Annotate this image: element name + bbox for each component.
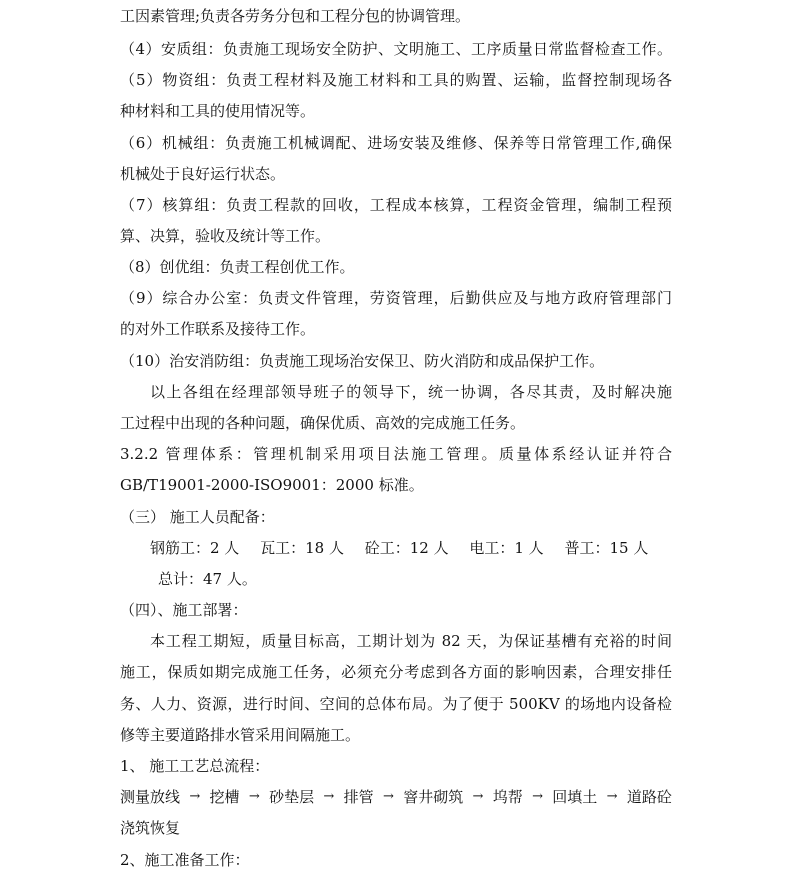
paragraph-line: 务、人力、资源，进行时间、空间的总体布局。为了便于 500KV 的场地内设备检: [120, 695, 672, 713]
flow-step: 回填土: [552, 788, 598, 806]
paragraph-line: （4）安质组：负责施工现场安全防护、文明施工、工序质量日常监督检查工作。: [120, 40, 672, 58]
paragraph-line: （8）创优组：负责工程创优工作。: [120, 258, 355, 276]
paragraph-line: 以上各组在经理部领导班子的领导下，统一协调，各尽其责，及时解决施: [150, 383, 672, 401]
process-flow: [120, 787, 672, 807]
flow-step: 测量放线: [120, 788, 181, 806]
paragraph-line: （10）治安消防组：负责施工现场治安保卫、防火消防和成品保护工作。: [120, 352, 605, 370]
section-heading: 2、施工准备工作：: [120, 851, 250, 869]
arrow-right-icon: →: [248, 789, 260, 804]
paragraph-line: 3.2.2 管理体系：管理机制采用项目法施工管理。质量体系经认证并符合: [120, 445, 672, 463]
arrow-right-icon: →: [472, 789, 484, 804]
section-heading: 1、 施工工艺总流程：: [120, 757, 270, 775]
paragraph-line: 本工程工期短，质量目标高，工期计划为 82 天，为保证基槽有充裕的时间: [150, 632, 672, 650]
paragraph-line: 施工，保质如期完成施工任务，必须充分考虑到各方面的影响因素，合理安排任: [120, 663, 672, 681]
staffing-row: [150, 538, 648, 558]
paragraph-line: 的对外工作联系及接待工作。: [120, 320, 316, 338]
paragraph-line: （7）核算组：负责工程款的回收，工程成本核算，工程资金管理，编制工程预: [120, 196, 672, 214]
flow-step: 砂垫层: [269, 788, 315, 806]
paragraph-line: 工过程中出现的各种问题，确保优质、高效的完成施工任务。: [120, 414, 526, 432]
flow-step: 窨井砌筑: [403, 788, 464, 806]
paragraph-line: GB/T19001-2000-ISO9001：2000 标准。: [120, 476, 424, 494]
staff-tile: 瓦工：18 人: [260, 539, 344, 557]
staff-total: 总计：47 人。: [158, 570, 257, 588]
paragraph-line: （6）机械组：负责施工机械调配、进场安装及维修、保养等日常管理工作,确保: [120, 134, 672, 152]
section-heading: （四）、施工部署：: [120, 601, 248, 619]
staff-electric: 电工：1 人: [469, 539, 544, 557]
paragraph-line: 工因素管理;负责各劳务分包和工程分包的协调管理。: [120, 7, 471, 25]
flow-step: 道路砼: [626, 788, 672, 806]
paragraph-line: 算、决算，验收及统计等工作。: [120, 227, 331, 245]
paragraph-line: （5）物资组：负责工程材料及施工材料和工具的购置、运输，监督控制现场各: [120, 71, 672, 89]
arrow-right-icon: →: [382, 789, 394, 804]
paragraph-line: 机械处于良好运行状态。: [120, 165, 286, 183]
arrow-right-icon: →: [323, 789, 335, 804]
paragraph-line: 修等主要道路排水管采用间隔施工。: [120, 726, 361, 744]
flow-step: 排管: [343, 788, 374, 806]
section-heading: （三） 施工人员配备：: [120, 508, 275, 526]
flow-step: 挖槽: [209, 788, 240, 806]
paragraph-line: （9）综合办公室：负责文件管理，劳资管理，后勤供应及与地方政府管理部门: [120, 289, 672, 307]
flow-tail: 浇筑恢复: [120, 819, 181, 837]
paragraph-line: 种材料和工具的使用情况等。: [120, 102, 316, 120]
arrow-right-icon: →: [606, 789, 618, 804]
arrow-right-icon: →: [532, 789, 543, 804]
staff-concrete: 砼工：12 人: [364, 539, 449, 557]
staff-rebar: 钢筋工：2 人: [150, 539, 240, 557]
flow-step: 坞帮: [492, 788, 523, 806]
arrow-right-icon: →: [189, 789, 201, 804]
staff-general: 普工：15 人: [564, 539, 649, 557]
